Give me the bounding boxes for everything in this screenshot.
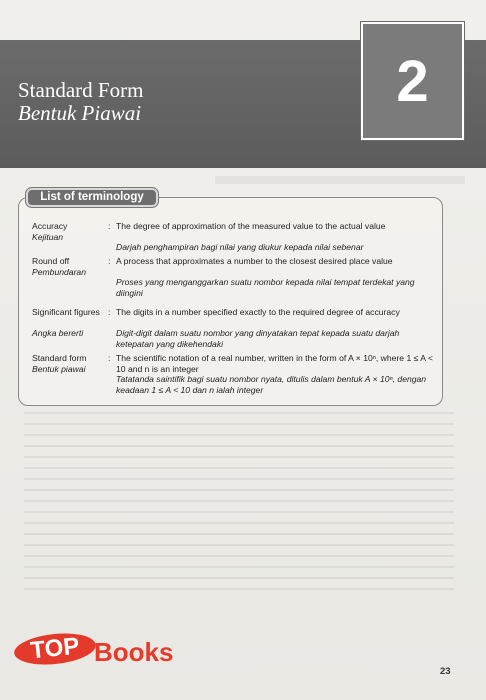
term-colon: : <box>108 353 111 363</box>
logo-top-text: TOP <box>13 630 98 668</box>
bleed-through-texture <box>215 176 465 184</box>
logo-books-text: Books <box>94 637 174 667</box>
term-definition: A process that approximates a number to the closest desired place value <box>116 256 393 266</box>
chapter-number-box <box>361 22 464 140</box>
term-en: Standard form <box>32 353 87 363</box>
chapter-title: Standard Form <box>18 78 144 102</box>
bleed-through-texture <box>24 412 454 592</box>
terminology-heading: List of terminology <box>26 188 158 207</box>
term-en: Accuracy <box>32 221 68 231</box>
term-colon: : <box>108 307 111 317</box>
page-number: 23 <box>440 666 451 677</box>
term-definition-ms: Digit-digit dalam suatu nombor yang dinyatakan tepat kepada suatu darjah ketepatan yang dikehendaki <box>116 328 400 349</box>
term-colon: : <box>108 221 111 231</box>
term-definition: The degree of approximation of the measured value to the actual value <box>116 221 386 231</box>
term-definition-ms: Proses yang menganggarkan suatu nombor kepada nilai tempat terdekat yang diingini <box>116 277 415 298</box>
term-en: Significant figures <box>32 307 100 317</box>
chapter-number: 2 <box>396 49 429 114</box>
term-definition: The scientific notation of a real number, written in the form of A × 10ⁿ, where 1 ≤ A < 10 and n is an integer <box>116 353 433 374</box>
term-definition-ms: Darjah penghampiran bagi nilai yang diukur kepada nilai sebenar <box>116 242 364 252</box>
term-ms: Bentuk piawai <box>32 363 86 374</box>
term-definition: The digits in a number specified exactly to the required degree of accuracy <box>116 307 400 317</box>
term-colon: : <box>108 256 111 266</box>
term-en: Round off <box>32 256 70 266</box>
chapter-subtitle: Bentuk Piawai <box>18 101 142 125</box>
term-ms: Pembundaran <box>32 266 86 277</box>
term-definition-ms: Tatatanda saintifik bagi suatu nombor nyata, ditulis dalam bentuk A × 10ⁿ, dengan keadaan 1 ≤ A < 10 dan n ialah integer <box>116 374 427 395</box>
term-ms: Kejituan <box>32 231 64 242</box>
term-ms: Angka bererti <box>32 328 84 338</box>
